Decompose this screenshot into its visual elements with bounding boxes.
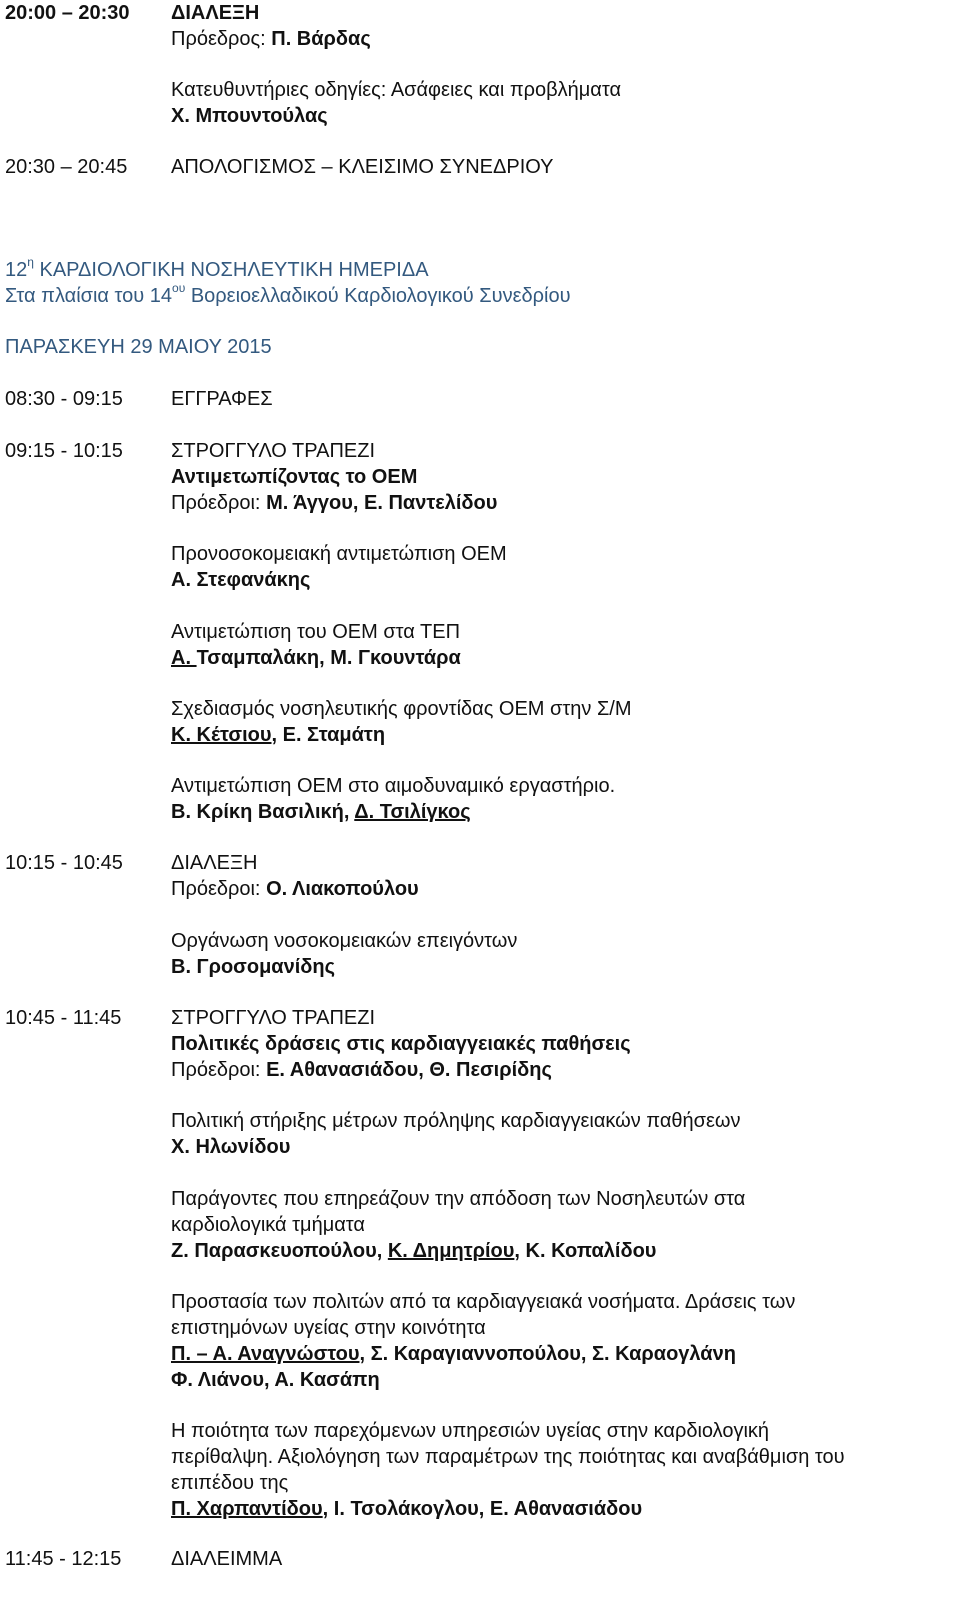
session-time: 20:00 – 20:30 (5, 2, 130, 24)
talk (0, 928, 960, 980)
chair-prefix: Πρόεδροι: (171, 878, 261, 900)
chair-prefix: Πρόεδρος: (171, 28, 266, 50)
registration-session (0, 386, 960, 412)
talk-speaker-line: Φ. Λιάνου, Α. Κασάπη (171, 1369, 380, 1391)
talk (0, 696, 960, 748)
talk-title-line: περίθαλψη. Αξιολόγηση των παραμέτρων της ποιότητας και αναβάθμιση του (171, 1446, 845, 1468)
day-header (0, 257, 960, 309)
talk-speaker: Β. Γροσομανίδης (171, 956, 336, 978)
talk (0, 1289, 960, 1393)
session-time: 08:30 - 09:15 (5, 388, 123, 410)
session-type: ΣΤΡΟΓΓΥΛΟ ΤΡΑΠΕΖΙ (171, 1007, 376, 1029)
chair-line (171, 490, 940, 516)
chair-names: Μ. Άγγου, Ε. Παντελίδου (266, 492, 498, 514)
talk-title-line: επιστημόνων υγείας στην κοινότητα (171, 1317, 486, 1339)
talk-title-line: καρδιολογικά τμήματα (171, 1214, 365, 1236)
talk-speaker: Κ. Κέτσιου, Ε. Σταμάτη (171, 724, 386, 746)
break-session (0, 1546, 960, 1572)
chair-prefix: Πρόεδροι: (171, 492, 261, 514)
talk-speaker: Β. Κρίκη Βασιλική, Δ. Τσιλίγκος (171, 801, 471, 823)
day-subtitle: Στα πλαίσια του $14^{o\upsilon}$ Βορειοελλαδικού Καρδιολογικού Συνεδρίου (5, 281, 571, 307)
talk-title: Προνοσοκομειακή αντιμετώπιση ΟΕΜ (171, 543, 507, 565)
session-time: 10:15 - 10:45 (5, 852, 123, 874)
talk-title-line: Παράγοντες που επηρεάζουν την απόδοση των Νοσηλευτών στα (171, 1188, 746, 1210)
session2-header (0, 850, 960, 902)
talk-speaker: Χ. Ηλωνίδου (171, 1136, 291, 1158)
session1-header (0, 438, 960, 516)
talk-title-line: Προστασία των πολιτών από τα καρδιαγγειακά νοσήματα. Δράσεις των (171, 1291, 796, 1313)
talk (0, 1418, 960, 1522)
session-theme: Αντιμετωπίζοντας το ΟΕΜ (171, 466, 418, 488)
talk-speaker: Π. Χαρπαντίδου, Ι. Τσολάκογλου, Ε. Αθανασιάδου (171, 1498, 643, 1520)
session-title: ΔΙΑΛΕΙΜΜΑ (171, 1548, 283, 1570)
chair-line (171, 876, 940, 902)
session-title: ΑΠΟΛΟΓΙΣΜΟΣ – ΚΛΕΙΣΙΜΟ ΣΥΝΕΔΡΙΟΥ (171, 156, 554, 178)
chair-line (171, 1057, 940, 1083)
talk-title-line: Η ποιότητα των παρεχόμενων υπηρεσιών υγείας στην καρδιολογική (171, 1420, 770, 1442)
session-time: 09:15 - 10:15 (5, 440, 123, 462)
session-time: 20:30 – 20:45 (5, 156, 128, 178)
session-time: 10:45 - 11:45 (5, 1007, 122, 1029)
session-type: ΔΙΑΛΕΞΗ (171, 852, 258, 874)
chair-names: Ε. Αθανασιάδου, Θ. Πεσιρίδης (266, 1059, 552, 1081)
talk (0, 773, 960, 825)
top-lecture-talk (0, 77, 960, 129)
talk-speaker: Α. Τσαμπαλάκη, Μ. Γκουντάρα (171, 647, 461, 669)
talk-speaker: Ζ. Παρασκευοπούλου, Κ. Δημητρίου, Κ. Κοπαλίδου (171, 1240, 657, 1262)
talk-title: Αντιμετώπιση ΟΕΜ στο αιμοδυναμικό εργαστήριο. (171, 775, 616, 797)
talk (0, 1186, 960, 1264)
day-title: $12^\eta$ ΚΑΡΔΙΟΛΟΓΙΚΗ ΝΟΣΗΛΕΥΤΙΚΗ ΗΜΕΡΙΔΑ (5, 255, 429, 281)
talk-speaker: Α. Στεφανάκης (171, 569, 311, 591)
talk (0, 1108, 960, 1160)
top-lecture-session (0, 0, 960, 52)
session-time: 11:45 - 12:15 (5, 1548, 122, 1570)
session-title: ΕΓΓΡΑΦΕΣ (171, 388, 273, 410)
talk-title: Πολιτική στήριξης μέτρων πρόληψης καρδιαγγειακών παθήσεων (171, 1110, 741, 1132)
talk-title: Αντιμετώπιση του ΟΕΜ στα ΤΕΠ (171, 621, 461, 643)
talk (0, 541, 960, 593)
talk-title-line: επιπέδου της (171, 1472, 289, 1494)
chair-prefix: Πρόεδροι: (171, 1059, 261, 1081)
day-date: ΠΑΡΑΣΚΕΥΗ 29 ΜΑΙΟΥ 2015 (5, 336, 272, 358)
session-type: ΔΙΑΛΕΞΗ (171, 2, 260, 24)
talk-title: Σχεδιασμός νοσηλευτικής φροντίδας ΟΕΜ στην Σ/Μ (171, 698, 632, 720)
talk-speaker: Χ. Μπουντούλας (171, 105, 328, 127)
talk-title: Κατευθυντήριες οδηγίες: Ασάφειες και προβλήματα (171, 79, 622, 101)
talk-speaker: Π. – Α. Αναγνώστου, Σ. Καραγιαννοπούλου, Σ. Καραογλάνη (171, 1343, 736, 1365)
chair-names: Ο. Λιακοπούλου (266, 878, 419, 900)
chair-name: Π. Βάρδας (271, 28, 371, 50)
talk-title: Οργάνωση νοσοκομειακών επειγόντων (171, 930, 518, 952)
session3-header (0, 1005, 960, 1083)
session-theme: Πολιτικές δράσεις στις καρδιαγγειακές παθήσεις (171, 1033, 631, 1055)
chair-line (171, 26, 940, 52)
talk (0, 619, 960, 671)
closing-session (0, 154, 960, 180)
session-type: ΣΤΡΟΓΓΥΛΟ ΤΡΑΠΕΖΙ (171, 440, 376, 462)
